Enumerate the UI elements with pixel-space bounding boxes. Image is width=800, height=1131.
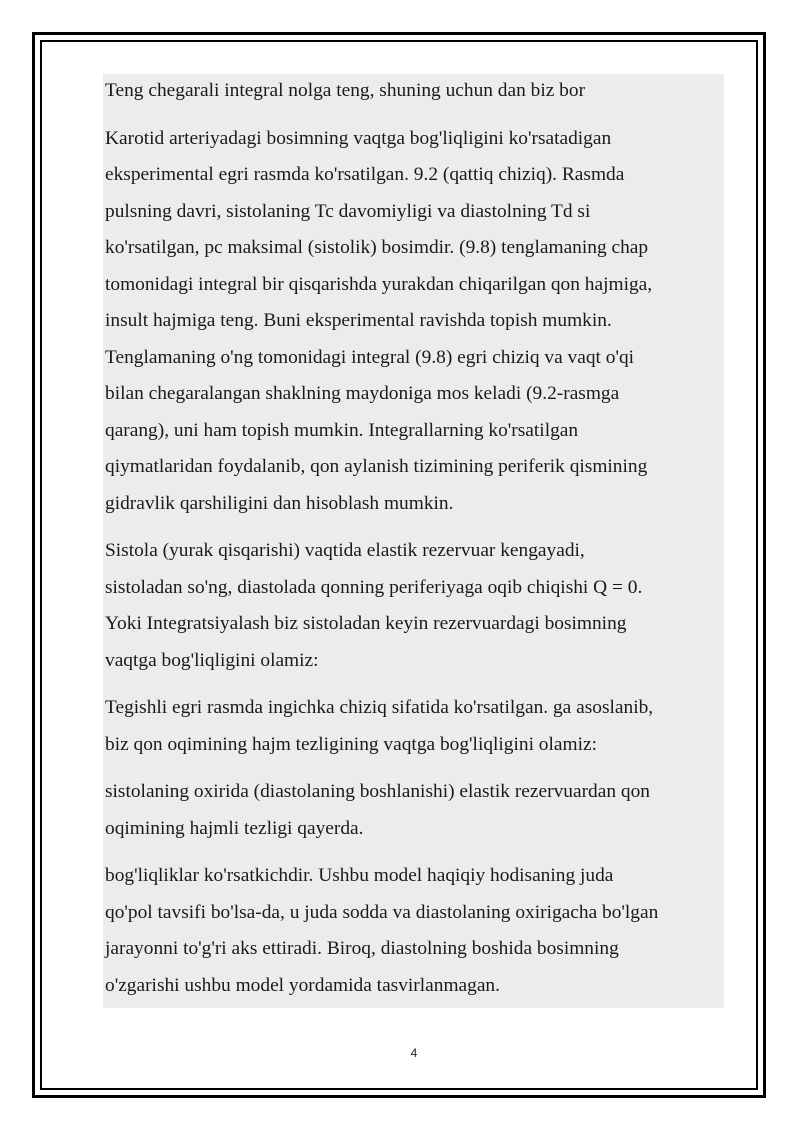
text-line: bog'liqliklar ko'rsatkichdir. Ushbu model haqiqiy hodisaning juda (105, 865, 614, 886)
paragraph-3 (105, 533, 724, 679)
paragraph-2 (105, 121, 724, 523)
paragraph-4 (105, 690, 724, 763)
text-line: o'zgarishi ushbu model yordamida tasvirlanmagan. (105, 974, 500, 996)
document-body (103, 74, 724, 1008)
text-line: bilan chegaralangan shaklning maydoniga mos keladi (9.2-rasmga (105, 383, 620, 404)
text-line: insult hajmiga teng. Buni eksperimental ravishda topish mumkin. (105, 310, 612, 331)
text-line: pulsning davri, sistolaning Tc davomiyligi va diastolning Td si (105, 200, 591, 222)
text-line: vaqtga bog'liqligini olamiz: (105, 649, 319, 671)
text-line: qarang), uni ham topish mumkin. Integrallarning ko'rsatilgan (105, 419, 579, 441)
text-line: Teng chegarali integral nolga teng, shuning uchun dan biz bor (105, 80, 586, 101)
text-line: jarayonni to'g'ri aks ettiradi. Biroq, diastolning boshida bosimning (105, 938, 619, 959)
text-line: qo'pol tavsifi bo'lsa-da, u juda sodda va diastolaning oxirigacha bo'lgan (105, 901, 659, 923)
text-line: Karotid arteriyadagi bosimning vaqtga bog'liqligini ko'rsatadigan (105, 127, 612, 149)
text-line: gidravlik qarshiligini dan hisoblash mumkin. (105, 492, 454, 514)
text-line: eksperimental egri rasmda ko'rsatilgan. 9.2 (qattiq chiziq). Rasmda (105, 164, 625, 185)
paragraph-1 (105, 73, 724, 110)
paragraph-5 (105, 774, 724, 847)
text-line: oqimining hajmli tezligi qayerda. (105, 817, 364, 839)
text-line: Sistola (yurak qisqarishi) vaqtida elastik rezervuar kengayadi, (105, 540, 585, 561)
text-line: sistoladan so'ng, diastolada qonning periferiyaga oqib chiqishi Q = 0. (105, 576, 643, 598)
paragraph-6 (105, 858, 724, 1004)
text-line: tomonidagi integral bir qisqarishda yurakdan chiqarilgan qon hajmiga, (105, 273, 653, 295)
text-line: Tenglamaning o'ng tomonidagi integral (9.8) egri chiziq va vaqt o'qi (105, 346, 635, 368)
text-line: biz qon oqimining hajm tezligining vaqtga bog'liqligini olamiz: (105, 733, 597, 755)
text-line: Yoki Integratsiyalash biz sistoladan keyin rezervuardagi bosimning (105, 613, 627, 634)
page-number: 4 (410, 1046, 418, 1060)
text-line: ko'rsatilgan, pc maksimal (sistolik) bosimdir. (9.8) tenglamaning chap (105, 237, 649, 258)
text-line: Tegishli egri rasmda ingichka chiziq sifatida ko'rsatilgan. ga asoslanib, (105, 697, 654, 718)
text-line: sistolaning oxirida (diastolaning boshlanishi) elastik rezervuardan qon (105, 781, 650, 802)
text-line: qiymatlaridan foydalanib, qon aylanish tizimining periferik qismining (105, 456, 648, 477)
